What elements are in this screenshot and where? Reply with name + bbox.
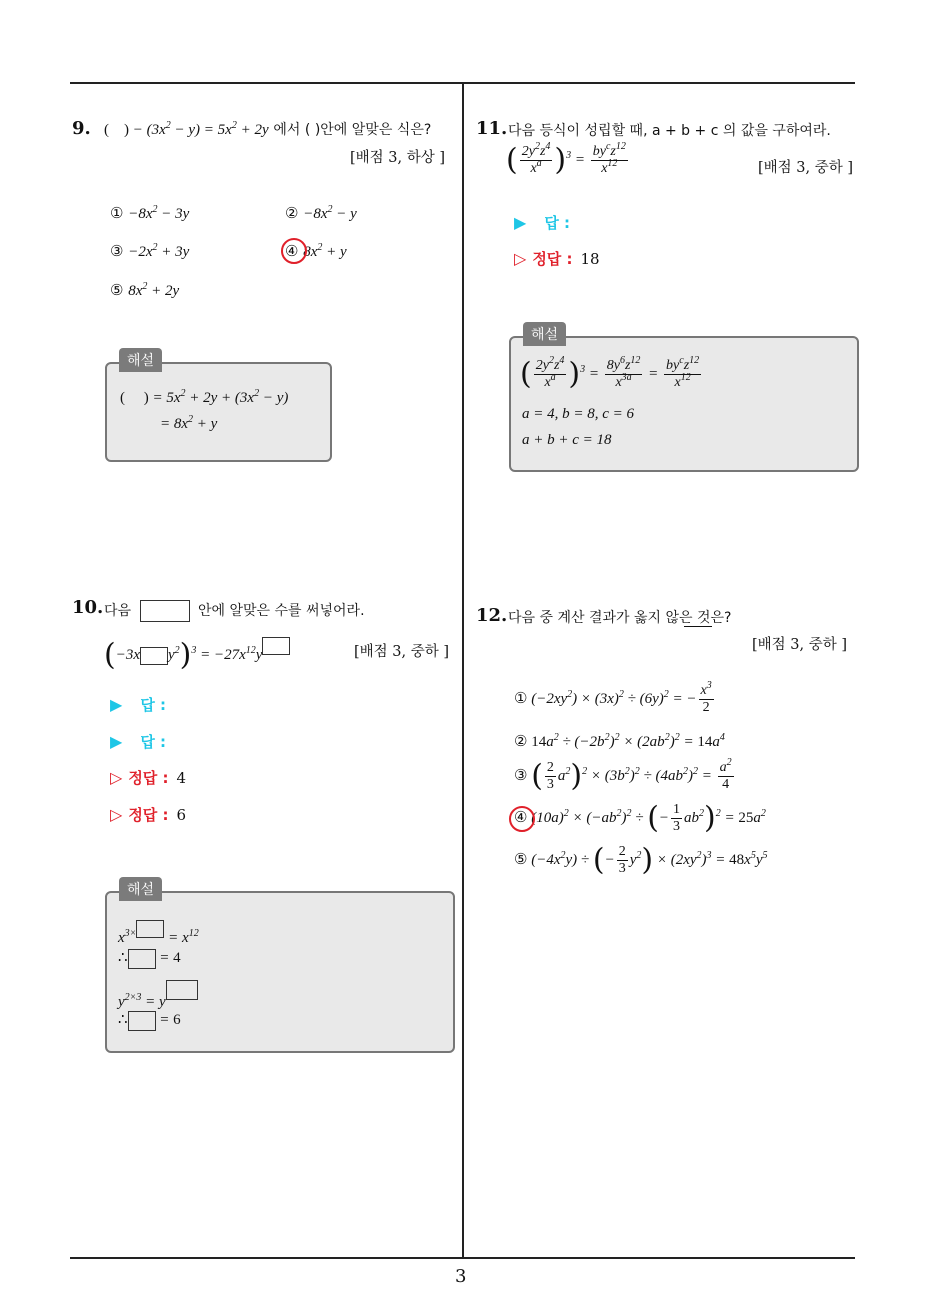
q10-sol-line4: ∴ = 6 — [118, 1010, 181, 1031]
q12-underline — [684, 626, 712, 627]
q11-stem: 다음 등식이 성립할 때, a + b + c 의 값을 구하여라. — [508, 123, 831, 139]
q10-sol-line3: $y^{2\times 3} = y$ — [118, 980, 198, 1011]
q12-number: 12. — [476, 605, 508, 626]
q9-stem-tail: 에서 ( )안에 알맞은 식은? — [273, 122, 432, 138]
q9-solution-tag: 해설 — [119, 348, 162, 372]
q12-stem: 다음 중 계산 결과가 옳지 않은 것은? — [508, 610, 732, 626]
answer-arrow-icon: ▶ — [110, 695, 123, 714]
q11-sol-line3: a + b + c = 18 — [522, 432, 612, 448]
page-number: 3 — [455, 1266, 467, 1287]
q11-number: 11. — [476, 118, 508, 139]
q9-solution-box — [105, 362, 332, 462]
q10-answer-row-1[interactable]: ▶ 답 : — [110, 695, 167, 714]
answer-arrow-icon: ▶ — [514, 213, 527, 232]
q12-option-3[interactable]: ③ ( $\frac{2}{3}$ $a^2)^2 \times (3b^2)^2 \div (4ab^2)^2$ = $\frac{a^2}{4}$ — [514, 757, 732, 794]
q11-sol-line1: ( $\frac{2y^2z^4}{x^a}$ )$^3$ = $\frac{8y^6z^{12}}{x^{3a}}$ = $\frac{by^cz^{12}}{x^{12}}$ — [520, 355, 700, 392]
q10-meta: [배점 3, 중하 ] — [354, 644, 450, 660]
q9-sol-line1: ( ) = $5x^2 + 2y + (3x^2 - y)$ — [120, 388, 289, 406]
q10-answer-row-2[interactable]: ▶ 답 : — [110, 732, 167, 751]
q10-number: 10. — [72, 597, 104, 618]
q9-number: 9. — [72, 118, 91, 139]
q11-equation: ( $\frac{2y^2z^4}{x^a}$ )$^3$ = $\frac{by^cz^{12}}{x^{12}}$ — [506, 141, 626, 178]
q12-meta: [배점 3, 중하 ] — [752, 637, 848, 653]
q10-solution-tag: 해설 — [119, 877, 162, 901]
correct-arrow-icon: ▷ — [110, 768, 123, 787]
q9-sol-line2: = $8x^2 + y$ — [160, 414, 218, 432]
column-divider — [462, 83, 464, 1258]
q10-equation: (−3x $y^2)^3 = -27x^{12}y$ — [104, 637, 290, 665]
q12-option-2[interactable]: ② $14a^2 \div (-2b^2)^2 \times (2ab^2)^2 = 14a^4$ — [514, 732, 725, 750]
q11-sol-line2: a = 4, b = 8, c = 6 — [522, 406, 635, 422]
q11-correct-row: ▷ 정답 : 18 — [514, 249, 600, 268]
q11-answer-row[interactable]: ▶ 답 : — [514, 213, 571, 232]
q11-meta: [배점 3, 중하 ] — [758, 160, 854, 176]
q11-solution-tag: 해설 — [523, 322, 566, 346]
q9-option-2[interactable]: ② $-8x^2 - y$ — [285, 204, 357, 222]
q9-option-5[interactable]: ⑤ $8x^2 + 2y$ — [110, 281, 180, 299]
q10-stem-blank — [140, 600, 190, 622]
correct-arrow-icon: ▷ — [110, 805, 123, 824]
q12-option-4[interactable]: ④ $(10a)^2 \times (-ab^2)^2$ ÷ (− $\frac{1}{3}$ $ab^2)^2 = 25a^2$ — [514, 800, 766, 836]
q9-option-4[interactable]: ④ $8x^2 + y$ — [285, 242, 347, 260]
answer-arrow-icon: ▶ — [110, 732, 123, 751]
q9-option-3[interactable]: ③ $-2x^2 + 3y$ — [110, 242, 190, 260]
q9-selected-mark — [281, 238, 307, 264]
q10-stem — [104, 600, 365, 622]
q10-stem-head: 다음 — [104, 603, 132, 619]
q10-stem-tail: 안에 알맞은 수를 써넣어라. — [197, 603, 365, 619]
q9-meta: [배점 3, 하상 ] — [350, 150, 446, 166]
q9-stem: ( ) − $(3x^2 - y) = 5x^2 + 2y$ 에서 ( )안에 알맞은 식은? — [104, 120, 432, 138]
q12-selected-mark — [509, 806, 535, 832]
bottom-rule — [70, 1257, 855, 1259]
q10-correct-row-2: ▷ 정답 : 6 — [110, 805, 187, 824]
q12-option-1[interactable]: ① $(-2xy^2) \times (3x)^2 \div (6y)^2$ = − $\frac{x^3}{2}$ — [514, 680, 712, 715]
q9-option-1[interactable]: ① $-8x^2 - 3y$ — [110, 204, 190, 222]
correct-arrow-icon: ▷ — [514, 249, 527, 268]
q12-option-5[interactable]: ⑤ $(-4x^2y)$ ÷ (− $\frac{2}{3}$ $y^2) \times (2xy^2)^3 = 48x^5y^5$ — [514, 842, 768, 878]
q10-sol-line2: ∴ = 4 — [118, 948, 181, 969]
q10-sol-line1: $x^{3\times} = x^{12}$ — [118, 920, 199, 947]
q10-correct-row-1: ▷ 정답 : 4 — [110, 768, 187, 787]
